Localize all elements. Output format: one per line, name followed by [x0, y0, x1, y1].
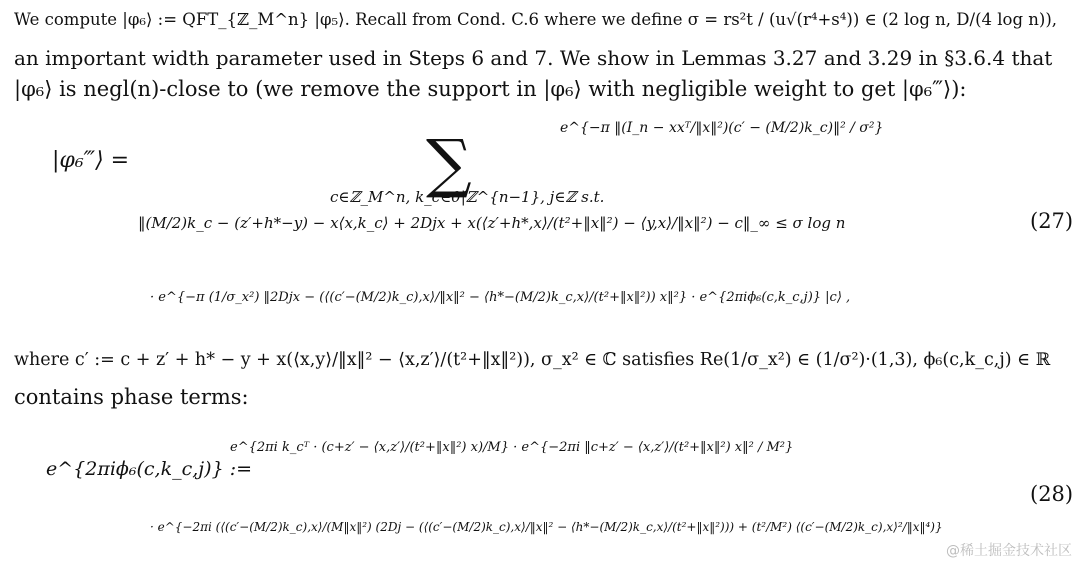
eq28-rhs-line-2: · e^{−2πi (⟨(c′−(M/2)k_c),x⟩/(M‖x‖²) (2Dj − (⟨(c′−(M/2)k_c),x⟩/‖x‖² − ⟨h*−(M/2)k_c,x⟩/(t²+‖x‖²))) + (t²/M²) ⟨(c′−(M/2)k_c),x⟩²/‖x‖⁴)}: [150, 520, 943, 534]
paragraph-2-line-2: contains phase terms:: [14, 385, 249, 409]
eq27-sum-condition: c∈ℤ_M^n, k_c∈0|ℤ^{n−1}, j∈ℤ s.t.: [330, 188, 605, 206]
eq27-gaussian-exponent: e^{−π ‖(I_n − xxᵀ/‖x‖²)(c′ − (M/2)k_c)‖² / σ²}: [560, 120, 884, 136]
paragraph-1-line-1: We compute |φ₆⟩ := QFT_{ℤ_M^n} |φ₅⟩. Recall from Cond. C.6 where we define σ = rs²t / (u√(r⁴+s⁴)) ∈ (2 log n, D/(4 log n)),: [14, 10, 1058, 29]
eq27-sum-symbol: ∑: [426, 127, 472, 201]
eq27-constraint: ‖(M/2)k_c − (z′+h*−y) − x⟨x,k_c⟩ + 2Djx + x(⟨z′+h*,x⟩/(t²+‖x‖²) − ⟨y,x⟩/‖x‖²) − c‖_∞ ≤ σ log n: [138, 214, 846, 232]
paragraph-1-line-3: |φ₆⟩ is negl(n)-close to (we remove the support in |φ₆⟩ with negligible weight to get |φ₆‴⟩):: [14, 77, 967, 101]
watermark-text: @稀土掘金技术社区: [946, 543, 1072, 559]
eq28-lhs: e^{2πiϕ₆(c,k_c,j)} :=: [46, 458, 253, 480]
paragraph-1-line-2: an important width parameter used in Steps 6 and 7. We show in Lemmas 3.27 and 3.29 in §3.6.4 that: [14, 46, 1053, 70]
eq27-lhs: |φ₆‴⟩ =: [52, 148, 130, 173]
watermark: [946, 540, 1072, 560]
eq28-rhs-line-1: e^{2πi k_cᵀ · (c+z′ − ⟨x,z′⟩/(t²+‖x‖²) x)/M} · e^{−2πi ‖c+z′ − ⟨x,z′⟩/(t²+‖x‖²) x‖² / M²}: [230, 440, 794, 455]
eq28-number: (28): [1030, 482, 1074, 506]
paragraph-2-line-1: where c′ := c + z′ + h* − y + x(⟨x,y⟩/‖x‖² − ⟨x,z′⟩/(t²+‖x‖²)), σ_x² ∈ ℂ satisfies Re(1/σ_x²) ∈ (1/σ²)·(1,3), ϕ₆(c,k_c,j) ∈ ℝ: [14, 350, 1051, 370]
eq27-number: (27): [1030, 209, 1074, 233]
eq27-second-factor: · e^{−π (1/σ_x²) ‖2Djx − (⟨(c′−(M/2)k_c),x⟩/‖x‖² − ⟨h*−(M/2)k_c,x⟩/(t²+‖x‖²)) x‖²} · e^{2πiϕ₆(c,k_c,j)} |c⟩ ,: [150, 290, 851, 305]
